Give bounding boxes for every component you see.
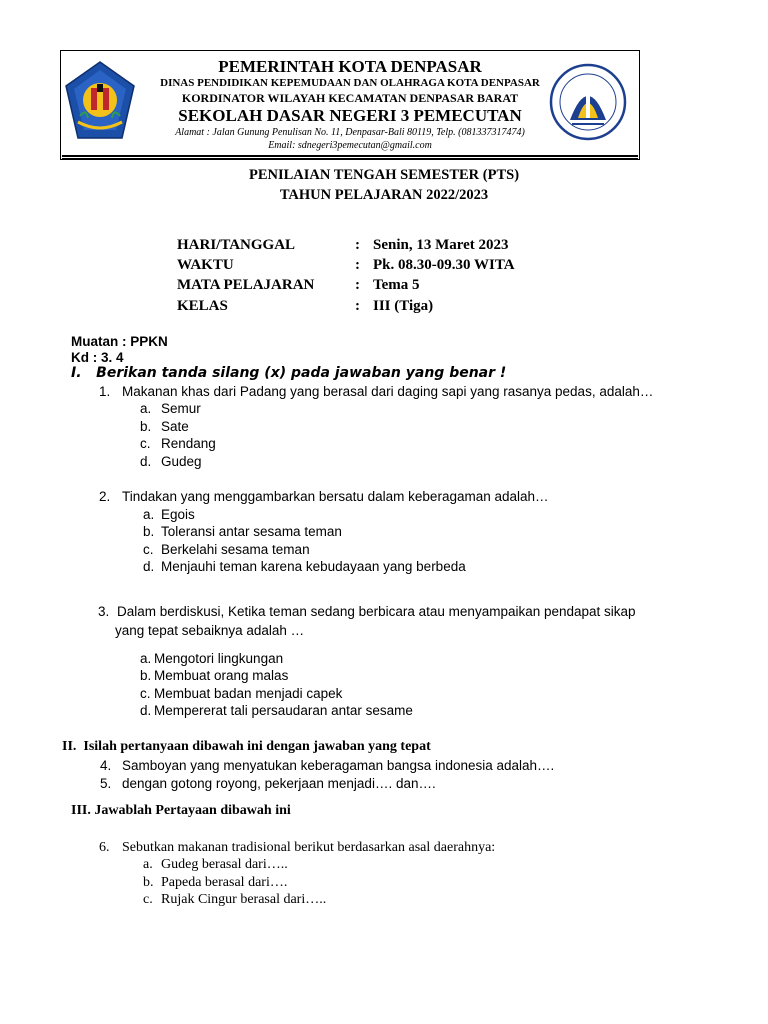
section-3-title: III. Jawablah Pertayaan dibawah ini	[71, 803, 291, 818]
header-department: DINAS PENDIDIKAN KEPEMUDAAN DAN OLAHRAGA KOTA DENPASAR	[160, 77, 540, 89]
info-label: WAKTU	[177, 257, 234, 273]
option-text: Berkelahi sesama teman	[161, 542, 310, 557]
option-letter: d.	[143, 559, 155, 574]
header-coordinator: KORDINATOR WILAYAH KECAMATAN DENPASAR BARAT	[181, 91, 519, 105]
info-label: HARI/TANGGAL	[177, 237, 296, 253]
option-letter: b.	[143, 875, 154, 890]
info-value-subject: Tema 5	[373, 277, 420, 293]
question-text: Sebutkan makanan tradisional berikut berdasarkan asal daerahnya:	[122, 840, 496, 855]
info-value-time: Pk. 08.30-09.30 WITA	[373, 257, 515, 273]
question-text-continued: yang tepat sebaiknya adalah …	[115, 623, 305, 638]
question-number: 6.	[99, 840, 110, 855]
option-text: Membuat orang malas	[154, 668, 289, 683]
option-text: Papeda berasal dari….	[161, 875, 288, 890]
option-text: Gudeg berasal dari…..	[161, 857, 288, 872]
info-colon: :	[355, 237, 360, 253]
option-letter: c.	[140, 436, 151, 451]
option-letter: c.	[143, 892, 153, 907]
option-text: Membuat badan menjadi capek	[154, 686, 343, 701]
info-colon: :	[355, 277, 360, 293]
question-text: Samboyan yang menyatukan keberagaman bangsa indonesia adalah….	[122, 758, 555, 773]
option-text: Rendang	[161, 436, 216, 451]
section-2-title: II. Isilah pertanyaan dibawah ini dengan jawaban yang tepat	[62, 739, 431, 754]
option-letter: a.	[143, 857, 153, 872]
question-text: Makanan khas dari Padang yang berasal dari daging sapi yang rasanya pedas, adalah…	[122, 384, 654, 399]
question-number: 4.	[100, 758, 112, 773]
kd-label: Kd : 3. 4	[71, 350, 124, 365]
header-government: PEMERINTAH KOTA DENPASAR	[218, 57, 482, 76]
info-label: KELAS	[177, 298, 228, 314]
option-letter: b.	[140, 668, 152, 683]
question-number: 1.	[99, 384, 111, 399]
option-letter: b.	[140, 419, 152, 434]
option-letter: d.	[140, 454, 152, 469]
question-text: Tindakan yang menggambarkan bersatu dalam keberagaman adalah…	[122, 489, 549, 504]
info-colon: :	[355, 257, 360, 273]
exam-title: PENILAIAN TENGAH SEMESTER (PTS)	[248, 167, 520, 183]
question-text: dengan gotong royong, pekerjaan menjadi…. dan….	[122, 776, 436, 791]
option-text: Sate	[161, 419, 189, 434]
option-letter: c.	[140, 686, 151, 701]
option-letter: b.	[143, 524, 155, 539]
option-text: Menjauhi teman karena kebudayaan yang berbeda	[161, 559, 466, 574]
sd-negeri-3-pemecutan-emblem-icon	[548, 62, 628, 142]
header-address: Alamat : Jalan Gunung Penulisan No. 11, Denpasar-Bali 80119, Telp. (081337317474)	[175, 127, 525, 138]
question-number: 2.	[99, 489, 111, 504]
exam-year: TAHUN PELAJARAN 2022/2023	[279, 187, 489, 203]
info-value-class: III (Tiga)	[373, 298, 434, 314]
letterhead-rule-thin	[62, 158, 638, 159]
option-letter: a.	[143, 507, 155, 522]
option-letter: d.	[140, 703, 152, 718]
option-letter: a.	[140, 401, 152, 416]
muatan-label: Muatan : PPKN	[71, 334, 168, 349]
option-letter: c.	[143, 542, 154, 557]
option-text: Toleransi antar sesama teman	[161, 524, 342, 539]
option-text: Rujak Cingur berasal dari…..	[161, 892, 327, 907]
question-text: Dalam berdiskusi, Ketika teman sedang berbicara atau menyampaikan pendapat sikap	[117, 604, 636, 619]
question-number: 5.	[100, 776, 112, 791]
option-text: Mengotori lingkungan	[154, 651, 284, 666]
header-school-name: SEKOLAH DASAR NEGERI 3 PEMECUTAN	[178, 106, 522, 125]
header-email: Email: sdnegeri3pemecutan@gmail.com	[268, 140, 432, 151]
option-letter: a.	[140, 651, 152, 666]
option-text: Mempererat tali persaudaran antar sesame	[154, 703, 413, 718]
letterhead-rule	[62, 155, 638, 157]
info-label: MATA PELAJARAN	[177, 277, 315, 293]
info-value-date: Senin, 13 Maret 2023	[373, 237, 509, 253]
option-text: Semur	[161, 401, 201, 416]
info-colon: :	[355, 298, 360, 314]
section-1-title: I. Berikan tanda silang (x) pada jawaban yang benar !	[71, 365, 507, 381]
option-text: Egois	[161, 507, 195, 522]
denpasar-city-emblem-icon	[64, 60, 136, 144]
option-text: Gudeg	[161, 454, 202, 469]
question-number: 3.	[98, 604, 110, 619]
